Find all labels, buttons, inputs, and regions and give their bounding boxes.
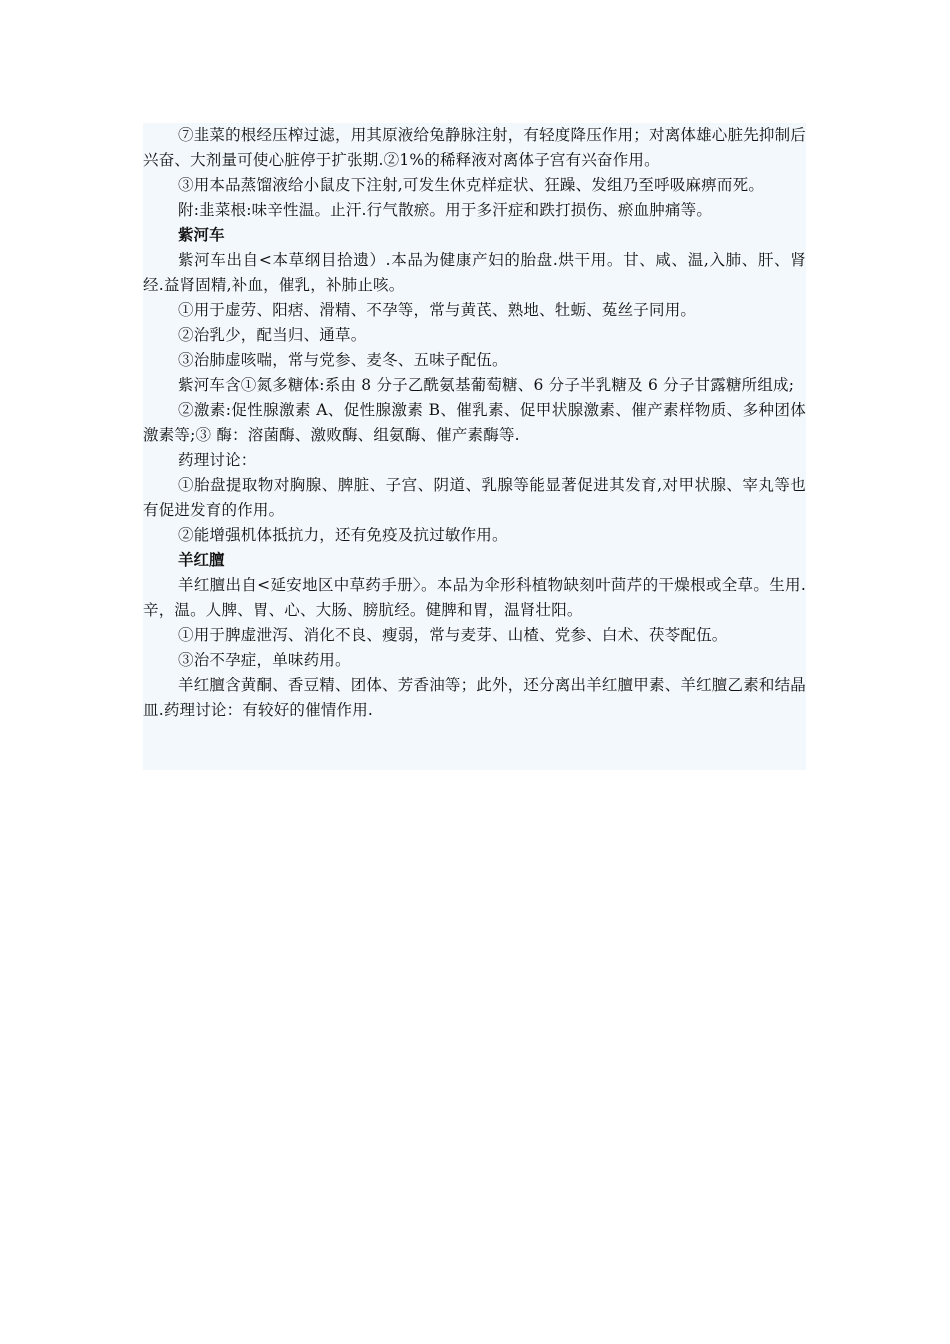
heading-zihecha: 紫河车 <box>178 226 225 244</box>
paragraph-zihecha-contents-1: 紫河车含①氮多糖体:系由 8 分子乙酰氨基葡萄糖、6 分子半乳糖及 6 分子甘露糖所组成; <box>178 376 795 394</box>
paragraph-leek-root: 附:韭菜根:味辛性温。止汗.行气散瘀。用于多汗症和跌打损伤、瘀血肿痛等。 <box>178 201 713 219</box>
paragraph-zihecha-use-3: ③治肺虚咳喘，常与党参、麦冬、五味子配伍。 <box>178 351 508 369</box>
paragraph-zihecha-pharmacology-2: ②能增强机体抵抗力，还有免疫及抗过敏作用。 <box>178 526 508 544</box>
paragraph-zihecha-contents-2: ②激素:促性腺激素 A、促性腺激素 B、催乳素、促甲状腺激素、催产素样物质、多种团体激素等;③ 酶：溶菌酶、激败酶、组氨酶、催产素酶等. <box>143 401 806 444</box>
paragraph-zihecha-source: 紫河车出自<本草纲目拾遗）.本品为健康产妇的胎盘.烘干用。甘、咸、温,入肺、肝、肾经.益肾固精,补血，催乳，补肺止咳。 <box>143 251 806 294</box>
paragraph-yanghongshan-use-1: ①用于脾虚泄泻、消化不良、瘦弱，常与麦芽、山楂、党参、白术、茯苓配伍。 <box>178 626 728 644</box>
paragraph-yanghongshan-use-3: ③治不孕症，单味药用。 <box>178 651 351 669</box>
paragraph-zihecha-use-1: ①用于虚劳、阳痞、滑精、不孕等，常与黄芪、熟地、牡蛎、菟丝子同用。 <box>178 301 697 319</box>
paragraph-yanghongshan-source: 羊红膻出自<延安地区中草药手册〉。本品为伞形科植物缺刻叶茴芹的干燥根或全草。生用.辛，温。人脾、胃、心、大肠、膀肮经。健脾和胃，温肾壮阳。 <box>143 576 806 619</box>
text-block <box>143 123 806 770</box>
paragraph-zihecha-pharmacology-1: ①胎盘提取物对胸腺、脾脏、子宫、阴道、乳腺等能显著促进其发育,对甲状腺、宰丸等也有促进发育的作用。 <box>143 476 806 519</box>
paragraph-zihecha-use-2: ②治乳少，配当归、通草。 <box>178 326 367 344</box>
paragraph-yanghongshan-contents: 羊红膻含黄酮、香豆精、团体、芳香油等；此外，还分离出羊红膻甲素、羊红膻乙素和结晶皿.药理讨论：有较好的催情作用. <box>143 676 807 719</box>
paragraph-leek-pharmacology-7: ⑦韭菜的根经压榨过滤，用其原液给兔静脉注射，有轻度降压作用；对离体雄心脏先抑制后兴奋、大剂量可使心脏停于扩张期.②1%的稀释液对离体子宫有兴奋作用。 <box>143 126 807 169</box>
paragraph-pharmacology-label: 药理讨论： <box>178 451 257 469</box>
heading-yanghongshan: 羊红膻 <box>178 551 225 569</box>
paragraph-leek-pharmacology-3: ③用本品蒸馏液给小鼠皮下注射,可发生休克样症状、狂躁、发组乃至呼吸麻痹而死。 <box>178 176 765 194</box>
